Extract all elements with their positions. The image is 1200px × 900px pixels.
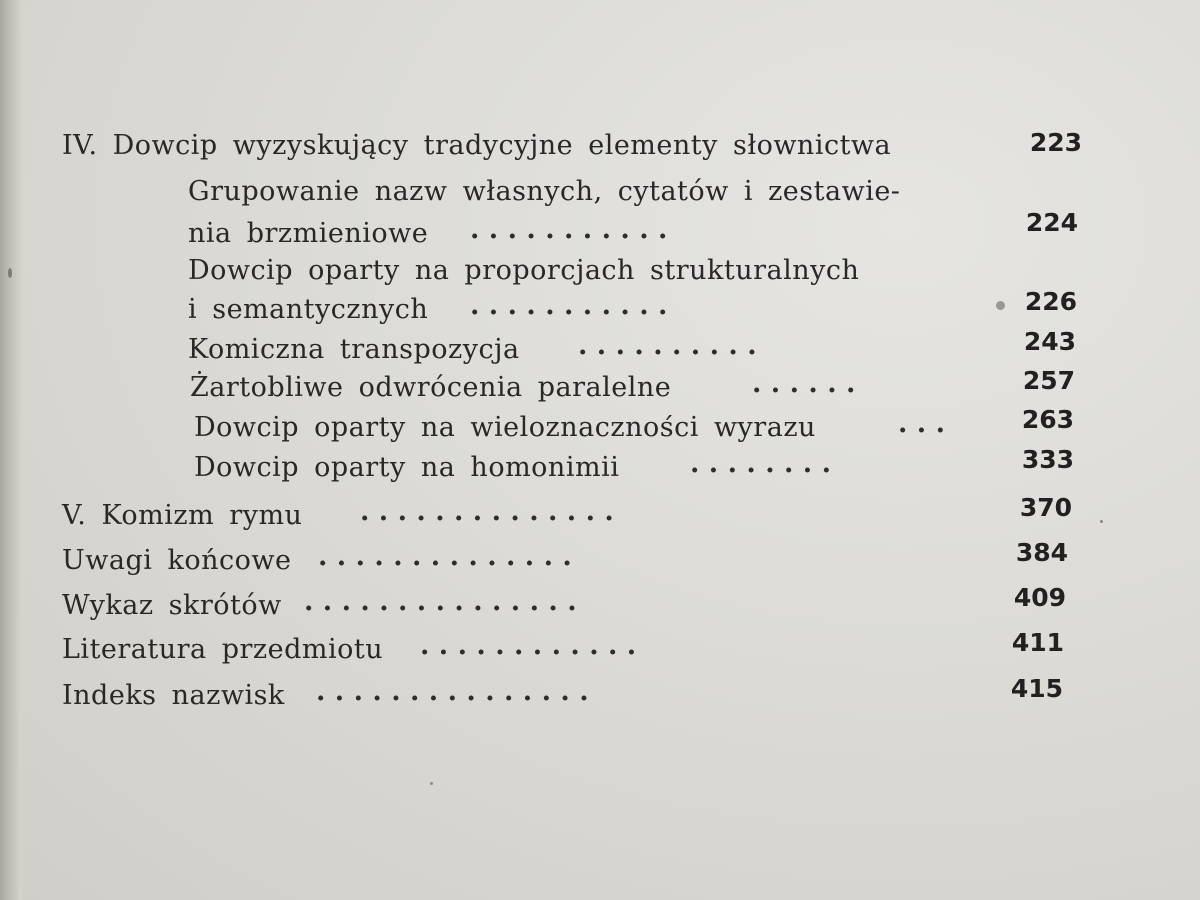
toc-entry [194, 454, 619, 481]
toc-page-number: 411 [1011, 628, 1064, 657]
toc-entry [188, 336, 520, 363]
toc-entry-title: Komiczna transpozycja [188, 334, 520, 365]
toc-leader-dots: . . . . . . . . . . [578, 330, 757, 361]
toc-entry-title: nia brzmieniowe [188, 218, 429, 249]
toc-leader-dots: . . . . . . . . [690, 448, 831, 479]
toc-entry-title: Dowcip oparty na homonimii [194, 452, 620, 483]
toc-page-number: 226 [1024, 287, 1077, 316]
toc-entry [190, 374, 671, 401]
toc-page-number: 243 [1023, 327, 1076, 356]
toc-entry-title: Wykaz skrótów [62, 590, 282, 621]
toc-leader-dots: . . . . . . . . . . . . . . . [304, 586, 577, 617]
toc-leader-dots: . . . . . . [752, 368, 856, 399]
toc-entry [188, 257, 859, 284]
paper-speck [8, 268, 12, 278]
toc-page-number: 223 [1029, 128, 1082, 157]
page-binding-edge [0, 0, 22, 900]
toc-page-number: 384 [1015, 538, 1068, 567]
toc-entry-title: Dowcip oparty na proporcjach strukturalnych [188, 255, 860, 286]
toc-entry [188, 178, 900, 205]
toc-entry-title: Grupowanie nazw własnych, cytatów i zestawie- [188, 176, 901, 207]
toc-page-number: 415 [1010, 674, 1063, 703]
toc-entry-title: IV. Dowcip wyzyskujący tradycyjne elementy słownictwa [62, 130, 892, 161]
toc-entry [62, 547, 291, 574]
paper-speck [1100, 520, 1103, 523]
toc-page-number: 409 [1013, 583, 1066, 612]
toc-entry [62, 592, 282, 619]
toc-entry-title: Uwagi końcowe [62, 545, 292, 576]
toc-entry [194, 414, 816, 441]
toc-page-number: 224 [1025, 208, 1078, 237]
toc-entry-title: Literatura przedmiotu [62, 634, 384, 665]
toc-entry-chapter-v [62, 502, 302, 529]
toc-entry-title: i semantycznych [188, 294, 429, 325]
toc-leader-dots: . . . . . . . . . . . [470, 214, 668, 245]
toc-entry [62, 682, 285, 709]
toc-entry [188, 220, 428, 247]
toc-entry-chapter-iv [62, 132, 891, 159]
paper-speck [430, 782, 433, 785]
toc-page-number: 257 [1022, 366, 1075, 395]
toc-leader-dots: . . . . . . . . . . . [470, 290, 668, 321]
paper-speck [996, 301, 1005, 310]
toc-entry-title: Indeks nazwisk [62, 680, 285, 711]
toc-leader-dots: . . . . . . . . . . . . . . [318, 541, 572, 572]
toc-leader-dots: . . . . . . . . . . . . . . [360, 496, 614, 527]
toc-entry [188, 296, 428, 323]
toc-leader-dots: . . . [898, 408, 945, 439]
toc-leader-dots: . . . . . . . . . . . . . . . [316, 676, 589, 707]
toc-page-number: 263 [1021, 405, 1074, 434]
toc-page-number: 333 [1021, 445, 1074, 474]
toc-entry-title: Dowcip oparty na wieloznaczności wyrazu [194, 412, 816, 443]
toc-entry-title: V. Komizm rymu [62, 500, 303, 531]
toc-entry-title: Żartobliwe odwrócenia paralelne [190, 372, 672, 403]
toc-leader-dots: . . . . . . . . . . . . [420, 630, 637, 661]
toc-entry [62, 636, 383, 663]
toc-page-number: 370 [1019, 493, 1072, 522]
